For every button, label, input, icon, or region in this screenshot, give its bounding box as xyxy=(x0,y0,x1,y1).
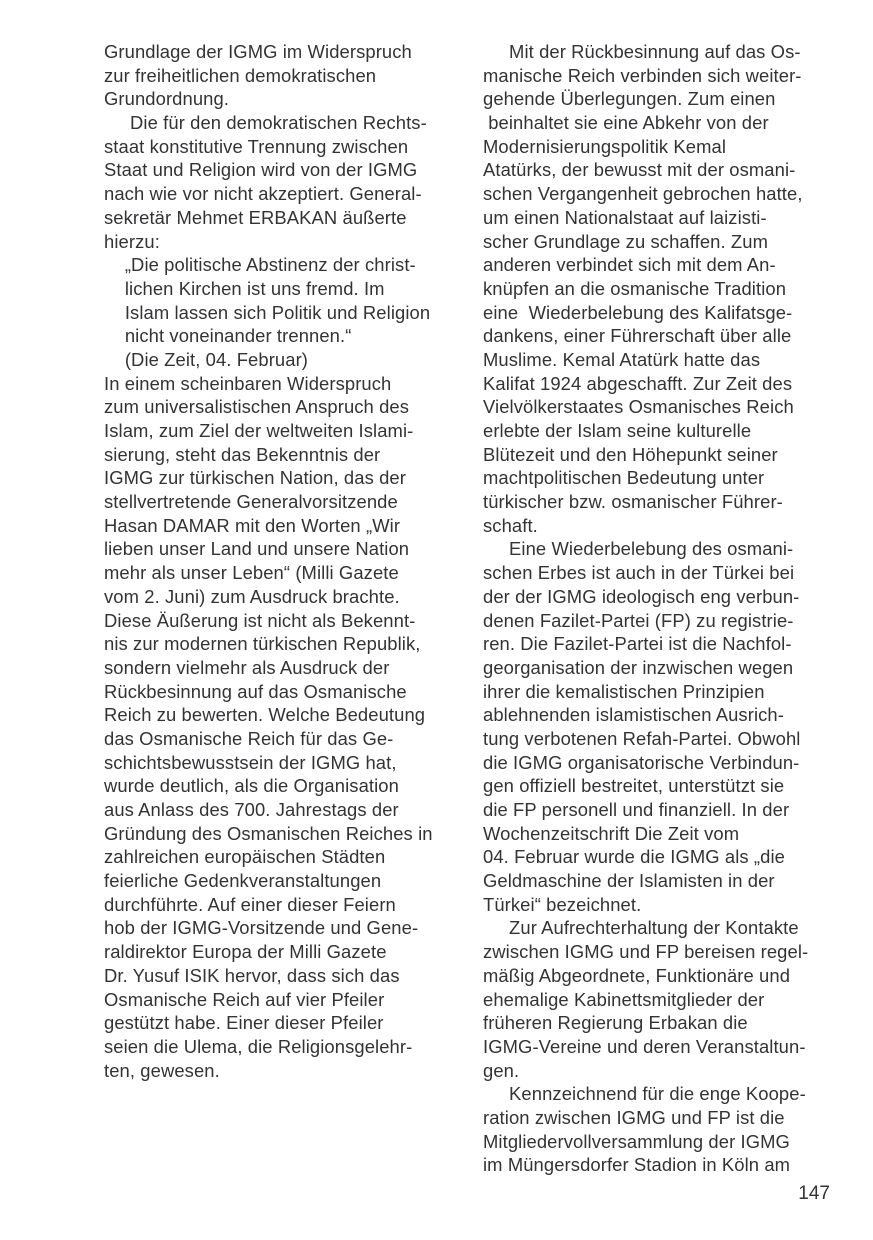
text-line: Hasan DAMAR mit den Worten „Wir xyxy=(104,514,401,536)
text-line: Zur Aufrechterhaltung der Kontakte xyxy=(483,917,799,939)
text-line: früheren Regierung Erbakan die xyxy=(483,1012,748,1034)
text-line: mehr als unser Leben“ (Milli Gazete xyxy=(104,562,399,584)
text-line: schen Erbes ist auch in der Türkei bei xyxy=(483,562,795,584)
text-line: ablehnenden islamistischen Ausrich- xyxy=(483,704,784,726)
text-line: stellvertretende Generalvorsitzende xyxy=(104,491,398,513)
text-line: staat konstitutive Trennung zwischen xyxy=(104,135,409,157)
text-line: wurde deutlich, als die Organisation xyxy=(104,775,399,797)
text-line: nach wie vor nicht akzeptiert. General- xyxy=(104,183,422,205)
text-line: Mitgliedervollversammlung der IGMG xyxy=(483,1130,790,1152)
text-line: Rückbesinnung auf das Osmanische xyxy=(104,680,407,702)
text-line: Vielvölkerstaates Osmanisches Reich xyxy=(483,396,794,418)
text-line: anderen verbindet sich mit dem An- xyxy=(483,254,776,276)
text-line: In einem scheinbaren Widerspruch xyxy=(104,372,392,394)
text-line: erlebte der Islam seine kulturelle xyxy=(483,420,752,441)
text-line: Gründung des Osmanischen Reiches in xyxy=(104,822,433,844)
text-line: knüpfen an die osmanische Tradition xyxy=(483,277,787,299)
text-line: feierliche Gedenkveranstaltungen xyxy=(104,870,382,892)
text-line: nicht voneinander trennen.“ xyxy=(104,325,352,347)
text-line: gestützt habe. Einer dieser Pfeiler xyxy=(104,1012,384,1034)
text-line: hob der IGMG-Vorsitzende und Gene- xyxy=(104,917,419,939)
text-line: tung verbotenen Refah-Partei. Obwohl xyxy=(483,727,801,749)
text-line: Geldmaschine der Islamisten in der xyxy=(483,870,775,892)
text-line: nis zur modernen türkischen Republik, xyxy=(104,633,421,655)
text-line: schen Vergangenheit gebrochen hatte, xyxy=(483,183,803,205)
text-line: das Osmanische Reich für das Ge- xyxy=(104,727,394,749)
text-line: scher Grundlage zu schaffen. Zum xyxy=(483,230,768,252)
text-line: eine Wiederbelebung des Kalifatsge- xyxy=(483,301,793,323)
text-line: Staat und Religion wird von der IGMG xyxy=(104,159,418,181)
text-line: ihrer die kemalistischen Prinzipien xyxy=(483,680,765,702)
text-line: lichen Kirchen ist uns fremd. Im xyxy=(104,277,385,299)
text-line: Reich zu bewerten. Welche Bedeutung xyxy=(104,704,426,726)
text-line: beinhaltet sie eine Abkehr von der xyxy=(483,112,769,134)
text-line: Wochenzeitschrift Die Zeit vom xyxy=(483,822,740,844)
text-line: „Die politische Abstinenz der christ- xyxy=(104,254,416,276)
text-line: IGMG zur türkischen Nation, das der xyxy=(104,467,406,489)
text-line: ration zwischen IGMG und FP ist die xyxy=(483,1106,785,1128)
text-line: Mit der Rückbesinnung auf das Os- xyxy=(483,41,801,62)
text-line: mäßig Abgeordnete, Funktionäre und xyxy=(483,964,791,986)
page-number: 147 xyxy=(798,1183,830,1204)
text-line: dankens, einer Führerschaft über alle xyxy=(483,325,792,347)
text-line: zwischen IGMG und FP bereisen regel- xyxy=(483,941,809,963)
text-line: gehende Überlegungen. Zum einen xyxy=(483,88,776,110)
text-line: schichtsbewusstsein der IGMG hat, xyxy=(104,751,397,773)
text-line: Dr. Yusuf ISIK hervor, dass sich das xyxy=(104,964,400,986)
text-line: Kalifat 1924 abgeschafft. Zur Zeit des xyxy=(483,372,793,394)
text-line: Türkei“ bezeichnet. xyxy=(483,893,642,915)
text-line: zum universalistischen Anspruch des xyxy=(104,396,410,418)
text-line: türkischer bzw. osmanischer Führer- xyxy=(483,491,783,513)
text-line: im Müngersdorfer Stadion in Köln am xyxy=(483,1154,791,1176)
text-line: 04. Februar wurde die IGMG als „die xyxy=(483,846,785,868)
text-line: georganisation der inzwischen wegen xyxy=(483,656,794,678)
text-line: Kennzeichnend für die enge Koope- xyxy=(483,1083,806,1105)
text-line: durchführte. Auf einer dieser Feiern xyxy=(104,893,396,915)
text-line: Eine Wiederbelebung des osmani- xyxy=(483,538,794,560)
text-line: Islam, zum Ziel der weltweiten Islami- xyxy=(104,420,414,441)
text-line: der der IGMG ideologisch eng verbun- xyxy=(483,585,800,607)
text-line: IGMG-Vereine und deren Veranstaltun- xyxy=(483,1035,806,1057)
text-line: Muslime. Kemal Atatürk hatte das xyxy=(483,348,761,370)
text-line: Atatürks, der bewusst mit der osmani- xyxy=(483,159,796,181)
text-line: zur freiheitlichen demokratischen xyxy=(104,64,377,86)
text-line: die FP personell und finanziell. In der xyxy=(483,799,790,820)
text-line: vom 2. Juni) zum Ausdruck brachte. xyxy=(104,585,400,607)
text-line: machtpolitischen Bedeutung unter xyxy=(483,467,765,489)
text-line: Diese Äußerung ist nicht als Bekennt- xyxy=(104,609,416,631)
text-line: ren. Die Fazilet-Partei ist die Nachfol- xyxy=(483,633,792,655)
text-line: denen Fazilet-Partei (FP) zu registrie- xyxy=(483,609,794,631)
text-line: lieben unser Land und unsere Nation xyxy=(104,538,410,560)
text-line: manische Reich verbinden sich weiter- xyxy=(483,64,802,86)
text-line: ten, gewesen. xyxy=(104,1059,220,1081)
text-line: gen. xyxy=(483,1059,520,1081)
text-column-left xyxy=(104,40,464,1082)
text-line: schaft. xyxy=(483,514,538,536)
text-line: sekretär Mehmet ERBAKAN äußerte xyxy=(104,206,407,228)
text-column-right xyxy=(483,40,845,1177)
text-line: aus Anlass des 700. Jahrestags der xyxy=(104,799,399,820)
text-line: um einen Nationalstaat auf laizisti- xyxy=(483,206,767,228)
text-line: die IGMG organisatorische Verbindun- xyxy=(483,751,800,773)
text-line: Grundordnung. xyxy=(104,88,230,110)
text-line: Modernisierungspolitik Kemal xyxy=(483,135,727,157)
text-line: sierung, steht das Bekenntnis der xyxy=(104,443,381,465)
text-line: (Die Zeit, 04. Februar) xyxy=(104,348,309,370)
text-line: hierzu: xyxy=(104,230,160,252)
text-line: ehemalige Kabinettsmitglieder der xyxy=(483,988,765,1010)
text-line: Blütezeit und den Höhepunkt seiner xyxy=(483,443,778,465)
text-line: Osmanische Reich auf vier Pfeiler xyxy=(104,988,385,1010)
text-line: Islam lassen sich Politik und Religion xyxy=(104,301,431,323)
text-line: raldirektor Europa der Milli Gazete xyxy=(104,941,387,963)
text-line: zahlreichen europäischen Städten xyxy=(104,846,386,868)
text-line: sondern vielmehr als Ausdruck der xyxy=(104,656,390,678)
text-line: Die für den demokratischen Rechts- xyxy=(104,112,427,134)
text-line: Grundlage der IGMG im Widerspruch xyxy=(104,41,412,62)
text-line: gen offiziell bestreitet, unterstützt sie xyxy=(483,775,785,797)
text-line: seien die Ulema, die Religionsgelehr- xyxy=(104,1035,413,1057)
